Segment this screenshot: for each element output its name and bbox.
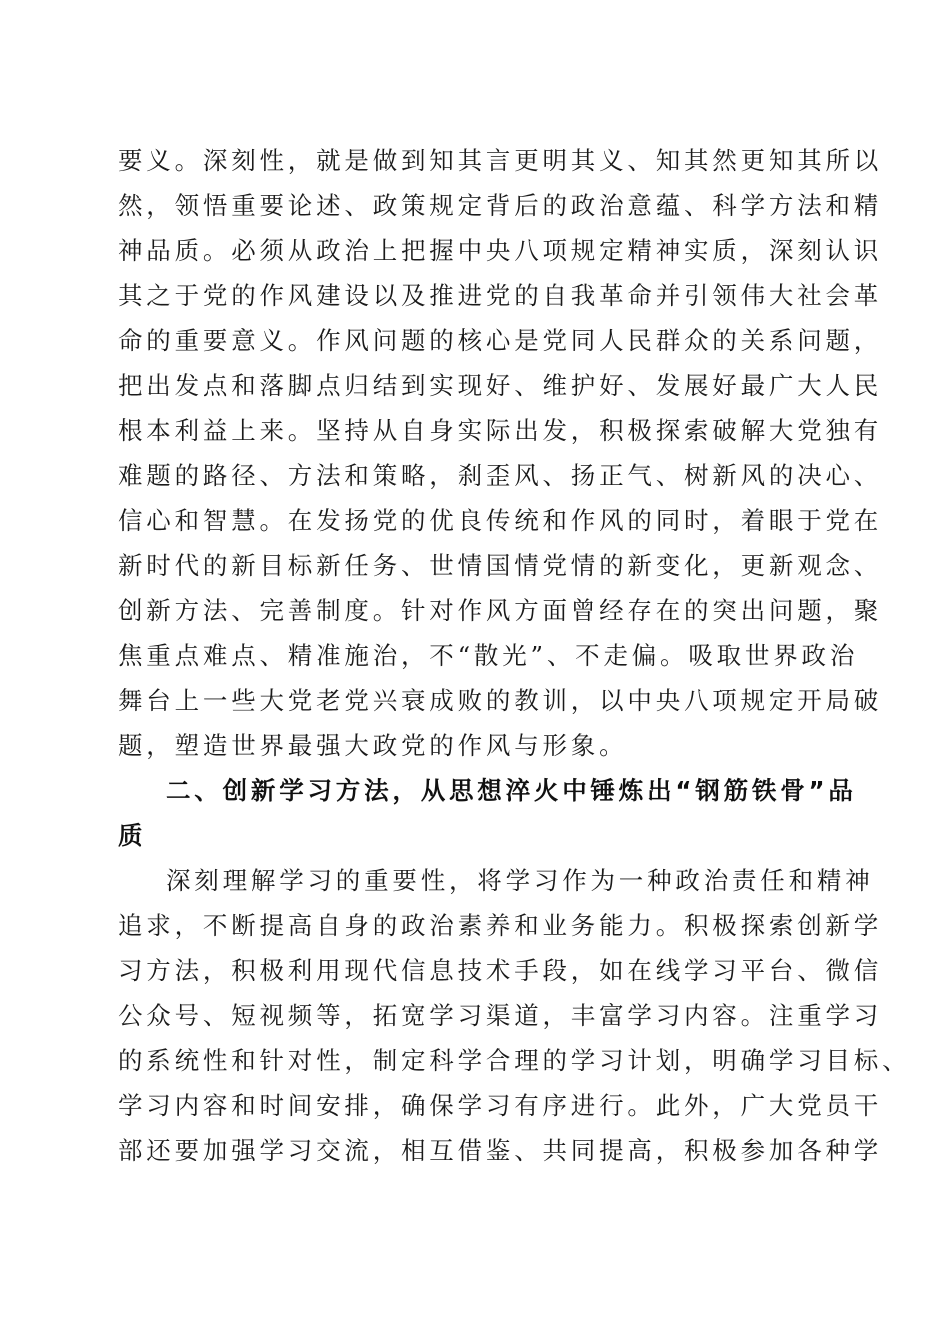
paragraph-1-line: 把出发点和落脚点归结到实现好、维护好、发展好最广大人民 (118, 371, 883, 400)
paragraph-1-line: 命的重要意义。作风问题的核心是党同人民群众的关系问题， (118, 326, 883, 355)
paragraph-1-line: 然，领悟重要论述、政策规定背后的政治意蕴、科学方法和精 (118, 191, 883, 220)
paragraph-2-line: 公众号、短视频等，拓宽学习渠道，丰富学习内容。注重学习 (118, 1001, 883, 1030)
paragraph-2-line: 的系统性和针对性，制定科学合理的学习计划，明确学习目标、 (118, 1046, 911, 1075)
paragraph-1-line: 神品质。必须从政治上把握中央八项规定精神实质，深刻认识 (118, 236, 883, 265)
paragraph-1-line: 信心和智慧。在发扬党的优良传统和作风的同时，着眼于党在 (118, 506, 883, 535)
paragraph-2-line: 部还要加强学习交流，相互借鉴、共同提高，积极参加各种学 (118, 1136, 883, 1165)
paragraph-1-line: 其之于党的作风建设以及推进党的自我革命并引领伟大社会革 (118, 281, 883, 310)
paragraph-1-line: 难题的路径、方法和策略，刹歪风、扬正气、树新风的决心、 (118, 461, 883, 490)
paragraph-1-line: 题，塑造世界最强大政党的作风与形象。 (118, 731, 628, 760)
section-heading: 质 (118, 821, 147, 850)
paragraph-1-line: 舞台上一些大党老党兴衰成败的教训，以中央八项规定开局破 (118, 686, 883, 715)
paragraph-1-line: 创新方法、完善制度。针对作风方面曾经存在的突出问题，聚 (118, 596, 883, 625)
paragraph-1-line: 根本利益上来。坚持从自身实际出发，积极探索破解大党独有 (118, 416, 883, 445)
paragraph-1-line: 焦重点难点、精准施治，不“散光”、不走偏。吸取世界政治 (118, 641, 859, 670)
paragraph-2-line: 深刻理解学习的重要性，将学习作为一种政治责任和精神 (166, 866, 874, 895)
section-heading: 二、创新学习方法，从思想淬火中锤炼出“钢筋铁骨”品 (166, 776, 857, 805)
paragraph-1-line: 要义。深刻性，就是做到知其言更明其义、知其然更知其所以 (118, 146, 883, 175)
paragraph-2-line: 追求，不断提高自身的政治素养和业务能力。积极探索创新学 (118, 911, 883, 940)
paragraph-2-line: 习方法，积极利用现代信息技术手段，如在线学习平台、微信 (118, 956, 883, 985)
paragraph-2-line: 学习内容和时间安排，确保学习有序进行。此外，广大党员干 (118, 1091, 883, 1120)
paragraph-1-line: 新时代的新目标新任务、世情国情党情的新变化，更新观念、 (118, 551, 883, 580)
